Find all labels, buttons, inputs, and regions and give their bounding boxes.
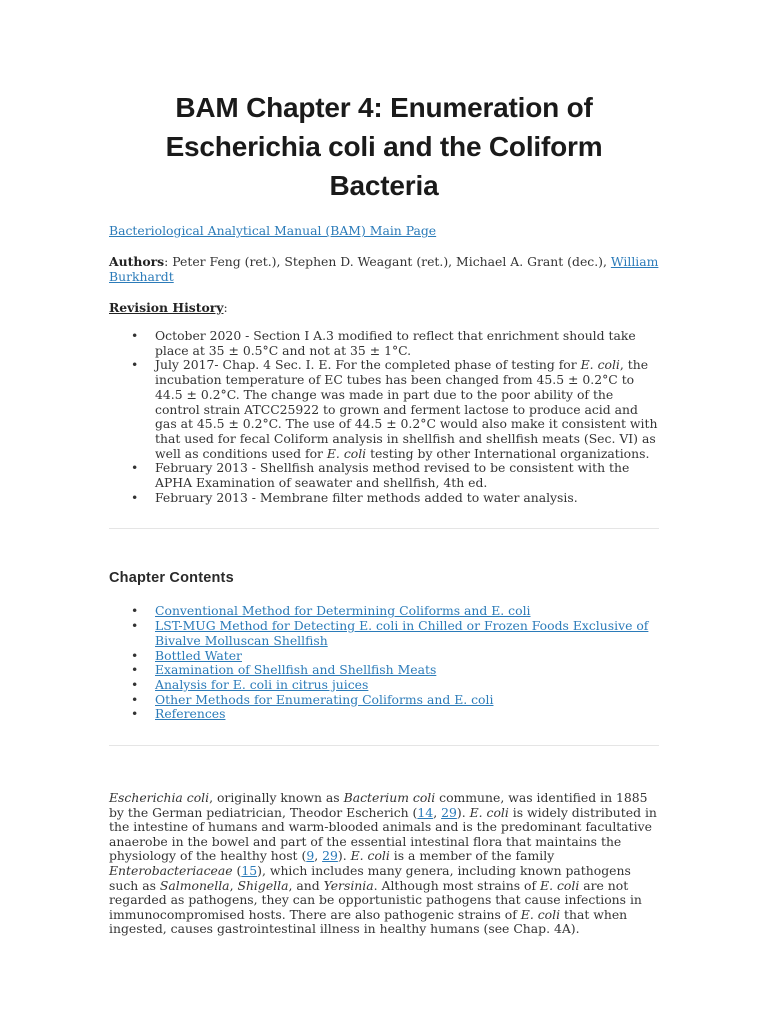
intro-text: ). <box>456 804 470 820</box>
revision-history-list <box>109 329 659 505</box>
intro-text: . Although most strains of <box>373 877 541 893</box>
list-item <box>109 678 659 693</box>
intro-text: , and <box>288 877 324 893</box>
species-name: Escherichia coli <box>109 790 210 806</box>
revision-text: , the incubation temperature of EC tubes has been changed from 45.5 ± 0.2°C to 44.5 ± 0.2°C. The change was made in part due to the poor ability of the control strain ATCC25922 to grown and ferment lactose to produce acid and gas at 45.5 ± 0.2°C. The use of 44.5 ± 0.2°C would also make it consistent with that used for fecal Coliform analysis in shellfish and shellfish meats (Sec. VI) as well as conditions used for <box>155 357 658 461</box>
species-name: E. coli <box>326 445 367 461</box>
genus-name: Shigella <box>237 877 289 893</box>
intro-text: , <box>314 848 323 864</box>
intro-text: ), which includes many genera, including known pathogens such as <box>109 863 631 893</box>
toc-link-other-methods[interactable]: Other Methods for Enumerating Coliforms and E. coli <box>155 691 494 707</box>
reference-link-15[interactable]: 15 <box>241 863 258 879</box>
authors-label: Authors <box>109 254 165 269</box>
intro-text: that when ingested, causes gastrointestinal illness in healthy humans (see Chap. 4A). <box>109 906 628 937</box>
revision-history-label: Revision History <box>109 300 224 315</box>
author-link-william-burkhardt[interactable]: William Burkhardt <box>109 254 659 284</box>
intro-text: ( <box>232 863 242 879</box>
species-name: Bacterium coli <box>343 790 436 806</box>
species-name: E. coli <box>520 906 561 922</box>
intro-text: , <box>229 877 238 893</box>
intro-paragraph <box>109 791 659 937</box>
intro-text: are not regarded as pathogens, they can be opportunistic pathogens that cause infections in immunocompromised hosts. There are also pathogenic strains of <box>109 877 642 922</box>
list-item <box>109 693 659 708</box>
list-item <box>109 619 659 648</box>
genus-name: Yersinia <box>323 877 374 893</box>
reference-link-14[interactable]: 14 <box>417 804 434 820</box>
genus-name: Salmonella <box>159 877 230 893</box>
revision-history-colon: : <box>223 300 228 315</box>
toc-link-conventional-method[interactable]: Conventional Method for Determining Coliforms and E. coli <box>155 603 531 619</box>
toc-link-citrus-juices[interactable]: Analysis for E. coli in citrus juices <box>155 676 369 692</box>
page-title: BAM Chapter 4: Enumeration of Escherichia coli and the Coliform Bacteria <box>165 92 603 201</box>
intro-text: is a member of the family <box>389 848 555 864</box>
intro-text: , <box>433 804 442 820</box>
species-name: E. coli <box>350 848 390 864</box>
reference-link-29[interactable]: 29 <box>322 848 338 864</box>
reference-link-29[interactable]: 29 <box>441 804 457 820</box>
main-page-paragraph <box>109 223 659 238</box>
toc-link-lst-mug-method[interactable]: LST-MUG Method for Detecting E. coli in Chilled or Frozen Foods Exclusive of Bivalve Molluscan Shellfish <box>155 618 649 648</box>
list-item: • October 2020 - Section I A.3 modified to reflect that enrichment should take place at 35 ± 0.5°C and not at 35 ± 1°C. <box>109 329 659 358</box>
toc-link-bottled-water[interactable]: Bottled Water <box>155 647 242 663</box>
revision-text: testing by other International organizations. <box>366 445 650 461</box>
list-item <box>109 707 659 722</box>
intro-text: ). <box>337 848 351 864</box>
intro-text: commune, was identified in 1885 by the German pediatrician, Theodor Escherich ( <box>109 790 648 820</box>
list-item: • February 2013 - Shellfish analysis method revised to be consistent with the APHA Examination of seawater and shellfish, 4th ed. <box>109 461 659 490</box>
authors-line <box>109 254 659 284</box>
species-name: E. coli <box>540 877 580 893</box>
chapter-contents-list <box>109 604 659 722</box>
family-name: Enterobacteriaceae <box>109 863 233 879</box>
article <box>109 88 659 937</box>
species-name: E. coli <box>469 804 509 820</box>
authors-names: : Peter Feng (ret.), Stephen D. Weagant (ret.), Michael A. Grant (dec.), <box>164 254 611 269</box>
list-item: • February 2013 - Membrane filter methods added to water analysis. <box>109 491 659 506</box>
toc-link-references[interactable]: References <box>155 706 226 722</box>
toc-link-shellfish[interactable]: Examination of Shellfish and Shellfish Meats <box>155 662 437 678</box>
list-item <box>109 604 659 619</box>
list-item <box>109 649 659 664</box>
bam-main-page-link[interactable]: Bacteriological Analytical Manual (BAM) Main Page <box>109 223 437 238</box>
reference-link-9[interactable]: 9 <box>306 848 315 864</box>
list-item <box>109 358 659 461</box>
chapter-contents-heading: Chapter Contents <box>109 570 234 587</box>
intro-text: , originally known as <box>209 790 344 806</box>
list-item <box>109 663 659 678</box>
revision-history-label-line <box>109 300 659 315</box>
species-name: E. coli <box>580 357 620 373</box>
intro-text: is widely distributed in the intestine of humans and warm-blooded animals and is the predominant facultative anaerobe in the bowel and part of the essential intestinal flora that maintains the physiology of the healthy host ( <box>109 804 657 864</box>
divider <box>109 528 659 529</box>
revision-text: July 2017- Chap. 4 Sec. I. E. For the completed phase of testing for <box>155 357 581 373</box>
divider <box>109 745 659 746</box>
